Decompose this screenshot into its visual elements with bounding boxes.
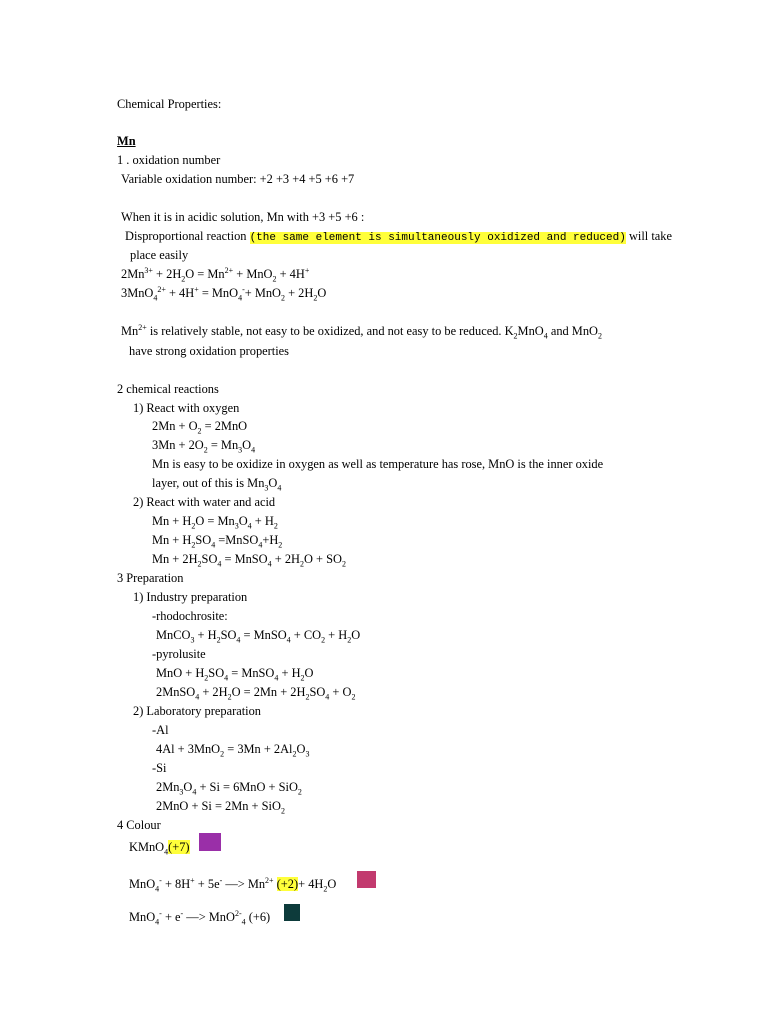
equation-2h2so4: $Mn + 2H_2SO_4$ = MnSO$_4$ + $2H_2O + SO_2$ [152,552,346,569]
stability-text: is relatively stable, not easy to be oxidized, and not easy to be reduced. K [149,324,514,338]
definition-highlight: (the same element is simultaneously oxidized and reduced) [249,232,626,244]
reactions-heading: 2 chemical reactions [117,382,219,396]
pink-swatch [357,871,376,888]
equation-mn3o4: $3Mn + 2O_2 = Mn_3O_4$ [152,438,256,455]
manganate-equation: MnO$_4$- + e- —> MnO$^{2-}_4$ (+6) [129,908,271,927]
disproportional-tail: will take [628,229,672,243]
oxidation-state-highlight: (+2) [276,877,299,891]
react-oxygen-item: 1) React with oxygen [133,401,240,415]
disproportional-label: Disproportional reaction [125,229,247,243]
oxidation-state-label: (+6) [248,910,271,924]
equation-mn3o4-si: $2Mn_3O_4 + Si = 6MnO + SiO_2$ [156,780,302,797]
kmno4-line: KMnO$_4$(+7) [129,840,190,857]
reduction-equation: MnO$_4$- + 8H+ + 5e- —> $Mn^{2+}$ $(+2)+ 4H_2O$ [129,875,337,894]
preparation-heading: 3 Preparation [117,571,184,585]
si-label: -Si [152,761,167,775]
equation-mno4: $3MnO_4^{2+} + 4H^+ = MnO_4^-+ MnO_2 + 2H_2O$ [121,284,327,303]
equation-electrolysis: 2MnSO$_4$ + $2H_2O = 2Mn + 2H_2SO_4 + O_2$ [156,685,356,702]
al-label: -Al [152,723,169,737]
react-water-acid-item: 2) React with water and acid [133,495,276,509]
disproportional-line [125,229,672,246]
equation-mno-h2so4: MnO + $H_2SO_4$ = MnSO$_4$ + $H_2O$ [156,666,314,683]
equation-mno-si: 2MnO + Si = 2Mn + SiO$_2$ [156,799,285,816]
oxide-layer-note: layer, out of this is $Mn_3O_4$ [152,476,282,493]
equation-aluminothermic: $4Al + 3MnO_2 = 3Mn + 2Al_2O_3$ [156,742,310,759]
disproportional-cont: place easily [130,248,189,262]
mn2-stability-text: $Mn^{2+}$ is relatively stable, not easy to be oxidized, and not easy to be reduced. $K_2MnO_4$ and MnO$_2$ [121,322,602,341]
rhodochrosite-label: -rhodochrosite: [152,609,228,623]
variable-oxidation-text: Variable oxidation number: +2 +3 +4 +5 +6 +7 [121,172,355,186]
section-title: Chemical Properties: [117,97,222,111]
teal-swatch [284,904,300,921]
equation-mnco3: MnCO$_3$ + $H_2SO_4$ = MnSO$_4$ + $CO_2 + H_2O$ [156,628,361,645]
oxidize-note: Mn is easy to be oxidize in oxygen as well as temperature has rose, MnO is the inner oxide [152,457,604,471]
oxide-layer-text: layer, out of this is Mn [152,476,265,490]
colour-heading: 4 Colour [117,818,161,832]
purple-swatch [199,833,221,851]
equation-mno: $2Mn + O_2 = 2MnO$ [152,419,248,436]
oxidation-state-highlight: (+7) [168,840,190,854]
element-heading: Mn [117,134,136,148]
oxidation-heading: 1 . oxidation number [117,153,221,167]
oxidation-properties-text: have strong oxidation properties [129,344,290,358]
acidic-solution-text: When it is in acidic solution, Mn with +3 +5 +6 : [121,210,365,224]
lab-prep-item: 2) Laboratory preparation [133,704,261,718]
equation-mn3: $2Mn^{3+} + 2H_2O = Mn^{2+} + MnO_2 + 4H^+$ [121,265,310,284]
equation-water: $Mn + H_2O = Mn_3O_4 + H_2$ [152,514,278,531]
industry-prep-item: 1) Industry preparation [133,590,248,604]
pyrolusite-label: -pyrolusite [152,647,206,661]
equation-h2so4: $Mn + H_2SO_4$ $=MnSO_4+H_2$ [152,533,283,550]
